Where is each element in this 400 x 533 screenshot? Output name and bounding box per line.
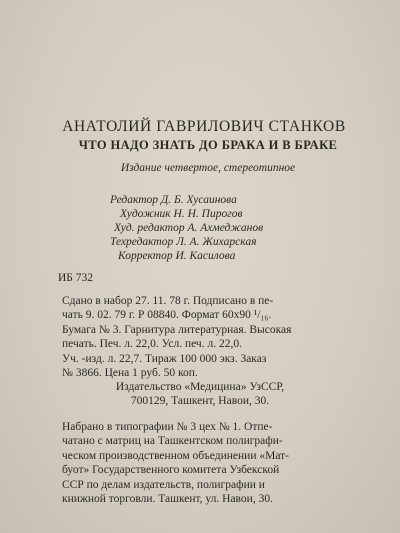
edition-note: Издание четвертое, стереотипное — [120, 162, 296, 174]
credit-proofreader: Корректор И. Касилова — [118, 250, 236, 262]
publication-line: печать. Печ. л. 22,0. Усл. печ. л. 22,0. — [62, 338, 242, 351]
ib-number: ИБ 732 — [58, 272, 94, 284]
credit-editor: Редактор Д. Б. Хусаинова — [110, 194, 237, 206]
author-name: АНАТОЛИЙ ГАВРИЛОВИЧ СТАНКОВ — [62, 118, 346, 135]
publication-line: № 3866. Цена 1 руб. 50 коп. — [62, 367, 198, 380]
credit-artist: Художник Н. Н. Пирогов — [120, 208, 243, 220]
printing-info — [62, 420, 382, 506]
publication-line: Уч. -изд. л. 22,7. Тираж 100 000 экз. Заказ — [62, 352, 267, 365]
publication-line: Сдано в набор 27. 11. 78 г. Подписано в пе- — [62, 295, 274, 307]
printing-line: Набрано в типографии № 3 цех № 1. Отпе- — [62, 421, 273, 433]
publisher-info — [0, 380, 400, 409]
printing-line: книжной торговли. Ташкент, ул. Навои, 30. — [62, 493, 273, 506]
book-title: ЧТО НАДО ЗНАТЬ ДО БРАКА И В БРАКЕ — [78, 138, 338, 152]
publication-line: Бумага № 3. Гарнитура литературная. Высокая — [62, 323, 292, 336]
publisher-line: Издательство «Медицина» УзССР, — [115, 381, 285, 393]
credit-art-editor: Худ. редактор А. Ахмеджанов — [114, 222, 264, 234]
publication-line: чать 9. 02. 79 г. Р 08840. Формат 60х90 ¹/₁₆. — [62, 309, 272, 322]
printing-line: буот» Государственного комитета Узбекской — [62, 464, 280, 477]
printing-line: ССР по делам издательств, полиграфии и — [62, 478, 265, 491]
printing-line: ческом производственном объединении «Мат- — [62, 449, 289, 462]
publication-details — [62, 294, 372, 380]
publisher-line: 700129, Ташкент, Навои, 30. — [130, 395, 270, 408]
credit-tech-editor: Техредактор Л. А. Жихарская — [110, 236, 257, 248]
printing-line: чатано с матриц на Ташкентском полиграфи- — [62, 435, 283, 448]
